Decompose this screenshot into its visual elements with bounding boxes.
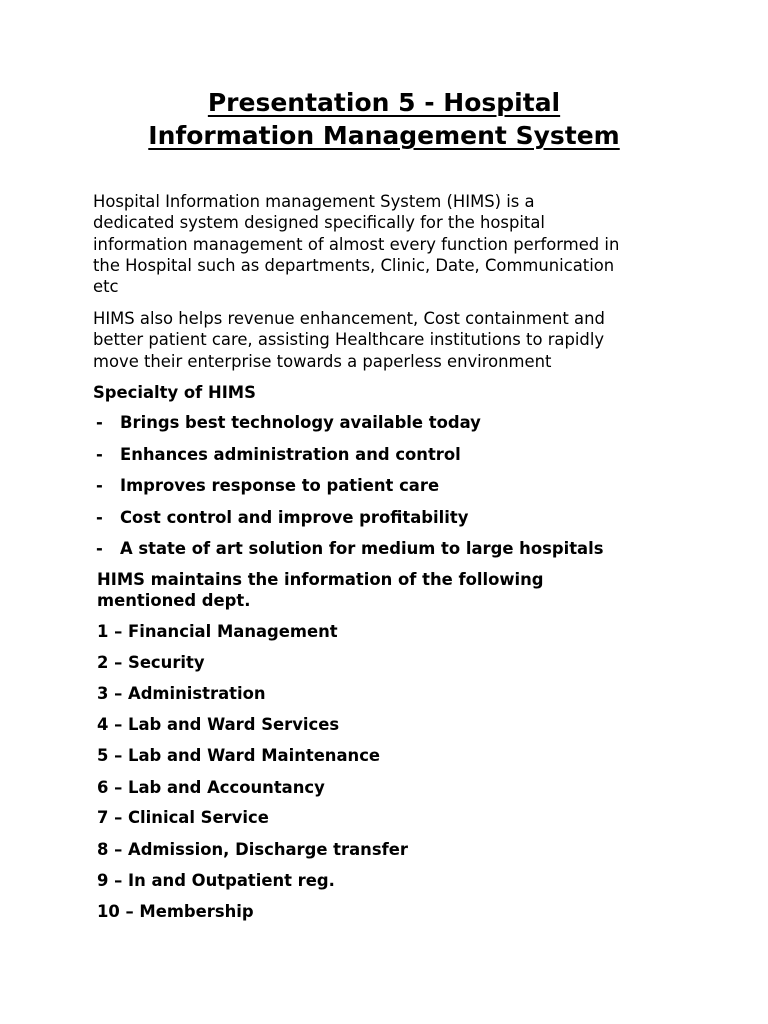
benefits-line: HIMS also helps revenue enhancement, Cost containment and [93, 309, 605, 328]
bullet-dash: - [96, 476, 103, 495]
specialty-text: Improves response to patient care [120, 476, 440, 495]
bullet-dash: - [96, 539, 103, 558]
bullet-dash: - [96, 445, 103, 464]
department-item: 7 – Clinical Service [97, 808, 269, 827]
departments-heading [97, 569, 657, 611]
benefits-line: better patient care, assisting Healthcare institutions to rapidly [93, 330, 605, 350]
intro-line: Hospital Information management System (HIMS) is a [93, 192, 535, 211]
intro-line: etc [93, 277, 119, 297]
departments-heading-line: HIMS maintains the information of the following [97, 570, 544, 589]
department-item: 5 – Lab and Ward Maintenance [97, 746, 381, 765]
specialty-item [96, 412, 481, 433]
benefits-paragraph [93, 308, 693, 372]
specialty-item [96, 538, 603, 559]
department-item: 10 – Membership [97, 902, 254, 921]
specialty-item [96, 444, 461, 465]
department-item: 8 – Admission, Discharge transfer [97, 840, 408, 859]
specialty-heading: Specialty of HIMS [93, 383, 256, 402]
benefits-line: move their enterprise towards a paperless environment [93, 351, 552, 371]
intro-paragraph [93, 191, 693, 297]
intro-line: dedicated system designed specifically for the hospital [93, 213, 545, 233]
department-item: 6 – Lab and Accountancy [97, 778, 325, 797]
department-item: 2 – Security [97, 653, 205, 672]
specialty-text: Enhances administration and control [120, 445, 461, 464]
specialty-text: Cost control and improve profitability [120, 508, 469, 527]
department-item: 4 – Lab and Ward Services [97, 715, 340, 734]
title-line-2: Information Management System [148, 121, 620, 150]
bullet-dash: - [96, 413, 103, 432]
intro-line: the Hospital such as departments, Clinic, Date, Communication [93, 255, 615, 275]
department-item: 3 – Administration [97, 684, 266, 703]
department-item: 9 – In and Outpatient reg. [97, 871, 335, 890]
specialty-text: A state of art solution for medium to large hospitals [120, 539, 604, 558]
departments-heading-line: mentioned dept. [97, 591, 251, 610]
department-item: 1 – Financial Management [97, 622, 338, 641]
page-title [60, 86, 708, 152]
specialty-item [96, 507, 468, 528]
intro-line: information management of almost every function performed in [93, 234, 620, 254]
specialty-text: Brings best technology available today [120, 413, 481, 432]
bullet-dash: - [96, 508, 103, 527]
specialty-item [96, 475, 439, 496]
title-line-1: Presentation 5 - Hospital [207, 88, 561, 117]
